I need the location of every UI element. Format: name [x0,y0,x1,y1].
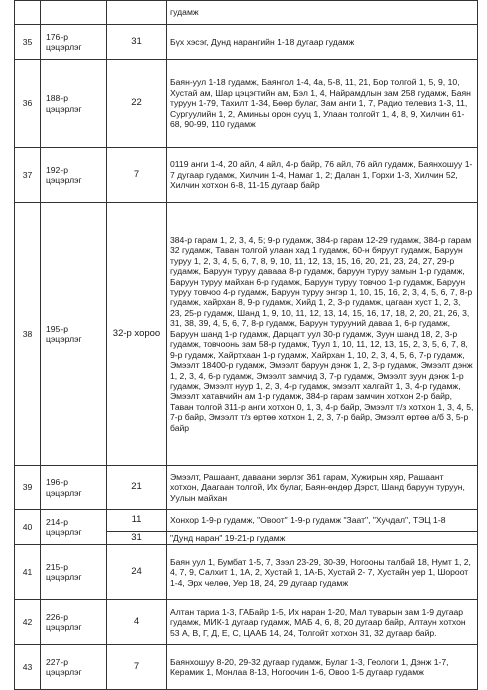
table-row [15,1,478,25]
address-cell: Алтан тариа 1-3, ГАБайр 1-5, Их наран 1-20, Мал туварын зам 1-9 дугаар гудамж, МИК-1 дугаар гудамж, МАБ 4, 6, 8, 20 дугаар байр, Алтаун хотхон 53 А, В, Г, Д, Е, С, ЦААБ 14, 24, Толгойт хотхон 31, 32 дугаар байр. [167,600,478,645]
row-number-cell: 39 [15,466,41,510]
address-cell: Бүх хэсэг, Дунд нарангийн 1-18 дугаар гудамж [167,25,478,60]
address-cell: 384-р гарам 1, 2, 3, 4, 5; 9-р гудамж, 384-р гарам 12-29 гудамж, 384-р гарам 32 гудамж, Таван толгой улаан хад 1 гудамж, 60-н бяруут гудамж, Баруун туруу 1, 2, 3, 4, 5, 6, 7, 8, 9, 10, 11, 12, 13, 15, 16, 20, 21, 23, 24, 27, 29-р гудамж, Баруун туруу давааа 8-р гудамж, баруун туруу замын 1-р гудамж, Баруун туруу майхан 6-р гудамж, Баруун туруу товчоо 1-р гудамж, Баруун туруу товчоо 4-р гудамж, Баруун туруу энгэр 1, 10, 15, 16, 2, 3, 4, 5, 6, 7, 8-р гудамж, хайрхан 8, 9-р гудамж, Хийд 1, 2, 3-р гудамж, цагаан хуст 1, 2, 3, 23, 25-р гудамж, Шанд 1, 9, 10, 11, 12, 13, 14, 15, 16, 17, 18, 2, 20, 21, 26, 3, 31, 38, 39, 4, 5, 6, 7, 8-р гудамж, Баруун турууний даваа 1, 6-р гудамж, Баруун шанд 1-р гудамж, Дарцагт уул 30-р гудамж, Зуун шанд 18, 2, 3-р гудамж, товчоонь зам 58-р гудамж, Туул 1, 10, 11, 12, 13, 15, 2, 3, 5, 6, 7, 8, 9-р гудамж, Хайртхаан 1-р гудамж, Хайрхан 1, 10, 2, 3, 4, 5, 6, 7-р гудамж, Эмээлт 18400-р гудамж, Эмээлт баруун дэнж 1, 2, 3-р гудамж, Эмээлт дэнж 1, 2, 3, 4, 6-р гудамж, Эмээлт замчид 3, 7-р гудамж, Эмээлт зуун дэнж 1-р гудамж, Эмээлт нуур 1, 2, 3, 4-р гудамж, эмээлт халгайт 1, 3, 4-р гудамж, Эмээлт хатавчийн ам 1-р гудамж, 384-р гарам замчин хотхон 2-р байр, Таван толгой 311-р анги хотхон 0, 1, 3, 4-р байр, Эмээлт т/з хотхон 1, 3, 4, 5, 7-р байр, Эмээлт т/з өртөө хотхон 1, 2, 3, 7-р байр, Эмээлт өртөө а/б 3, 5-р байр [167,203,478,466]
khoroo-cell: 24 [107,545,167,600]
khoroo-cell: 4 [107,600,167,645]
address-cell: гудамж [167,1,478,25]
khoroo-cell: 22 [107,60,167,148]
address-cell: Эмээлт, Рашаант, даваани зөрлэг 361 гарам, Хужирын хяр, Рашаант хотхон, Даагаан толгой, Их булаг, Баян-өндөр Дэрст, Шанд баруун туруун, Уулын майхан [167,466,478,510]
row-number-cell: 41 [15,545,41,600]
address-cell: Баян-уул 1-18 гудамж, Баянгол 1-4, 4а, 5-8, 11, 21, Бор толгой 1, 5, 9, 10, Хустай ам, Шар цэцэгтийн ам, Бэл 1, 4, Найрамдлын зам 258 гудамж, Баян туруун 1-79, Тахилт 1-34, Бөөр булаг, Зам анги 1, 7, Радио телевиз 1-3, 11, Сургуулийн 1, 2, Аминьы орон сууц 1, Улаан толгойт 1, 4, 8, 9, Хилчин 61-68, 90-99, 110 гудамж [167,60,478,148]
table-row [15,148,478,203]
kindergarten-name-cell: 227-р цэцэрлэг [41,645,107,690]
table-row [15,545,478,600]
table-row [15,60,478,148]
address-cell: "Дунд наран" 19-21-р гудамж [167,532,478,545]
table-row [15,510,478,532]
khoroo-cell: 11 [107,510,167,532]
address-cell: Баянхошуу 8-20, 29-32 дугаар гудамж, Булаг 1-3, Геологи 1, Дэнж 1-7, Керамик 1, Монлаа 8-13, Ногоочин 1-6, Овоо 1-5 дугаар гудамж [167,645,478,690]
khoroo-cell: 32-р хороо [107,203,167,466]
kindergarten-address-table [14,0,478,690]
khoroo-cell: 31 [107,532,167,545]
address-cell: Баян уул 1, Бумбат 1-5, 7, Зээл 23-29, 30-39, Ногооны талбай 18, Нумт 1, 2, 4, 7, 9, Салхит 1, 1А, 2, Хустай 1, 1А-Б, Хустай 2- 7, Хустайн уер 1, Шороот 1-4, Эрх челөө, Уер 18, 24, 29 дугаар гудамж [167,545,478,600]
address-table-sheet [14,0,477,690]
table-row [15,25,478,60]
row-number-cell: 42 [15,600,41,645]
kindergarten-name-cell: 188-р цэцэрлэг [41,60,107,148]
kindergarten-name-cell: 195-р цэцэрлэг [41,203,107,466]
kindergarten-name-cell: 192-р цэцэрлэг [41,148,107,203]
kindergarten-name-cell: 214-р цэцэрлэг [41,510,107,545]
kindergarten-name-cell [41,1,107,25]
address-cell: 0119 анги 1-4, 20 айл, 4 айл, 4-р байр, 76 айл, 76 айл гудамж, Баянхошуу 1-7 дугаар гудамж, Хилчин 1-4, Намаг 1, 2; Далан 1, Горхи 1-3, Хилчин 52, Хилчин хотхон 6-8, 11-15 дугаар байр [167,148,478,203]
khoroo-cell: 31 [107,25,167,60]
row-number-cell [15,1,41,25]
kindergarten-name-cell: 226-р цэцэрлэг [41,600,107,645]
khoroo-cell: 7 [107,148,167,203]
khoroo-cell: 21 [107,466,167,510]
row-number-cell: 40 [15,510,41,545]
row-number-cell: 38 [15,203,41,466]
kindergarten-name-cell: 196-р цэцэрлэг [41,466,107,510]
table-row [15,645,478,690]
table-row [15,203,478,466]
address-cell: Хонхор 1-9-р гудамж, "Овоот" 1-9-р гудамж "Заат", "Хучдал", ТЭЦ 1-8 [167,510,478,532]
kindergarten-name-cell: 176-р цэцэрлэг [41,25,107,60]
row-number-cell: 37 [15,148,41,203]
khoroo-cell [107,1,167,25]
row-number-cell: 36 [15,60,41,148]
kindergarten-name-cell: 215-р цэцэрлэг [41,545,107,600]
row-number-cell: 35 [15,25,41,60]
table-row [15,600,478,645]
row-number-cell: 43 [15,645,41,690]
table-row [15,466,478,510]
khoroo-cell: 7 [107,645,167,690]
